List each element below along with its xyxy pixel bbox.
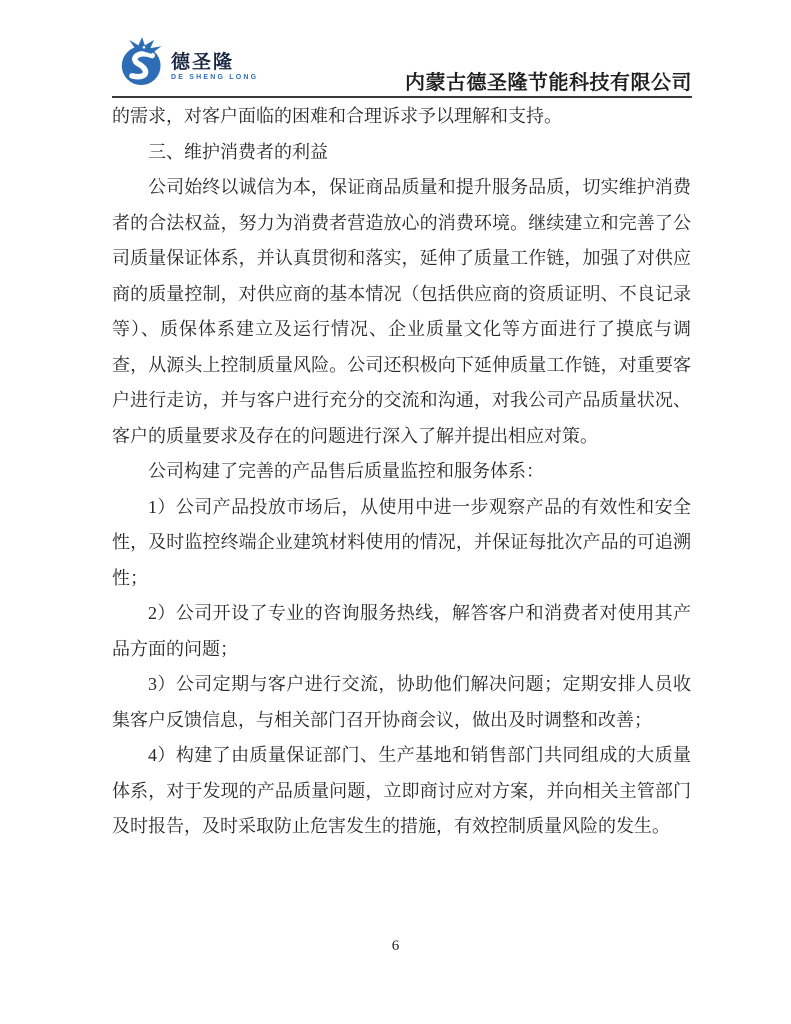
paragraph: 公司构建了完善的产品售后质量监控和服务体系：	[148, 461, 544, 481]
list-item-4: 4）构建了由质量保证部门、生产基地和销售部门共同组成的大质量体系，对于发现的产品质量问题，立即商讨应对方案，并向相关主管部门及时报告，及时采取防止危害发生的措施，有效控制质量风险的发生。	[112, 745, 691, 836]
page-number: 6	[391, 938, 400, 954]
list-item-2: 2）公司开设了专业的咨询服务热线，解答客户和消费者对使用其产品方面的问题；	[112, 603, 691, 659]
company-name: 内蒙古德圣隆节能科技有限公司	[405, 72, 692, 94]
section-heading: 三、维护消费者的利益	[148, 141, 328, 162]
logo-text	[171, 53, 258, 82]
dragon-logo-icon	[119, 36, 167, 88]
logo-chinese-name: 德圣隆	[171, 51, 235, 73]
list-item-3: 3）公司定期与客户进行交流，协助他们解决问题；定期安排人员收集客户反馈信息，与相关部门召开协商会议，做出及时调整和改善；	[112, 674, 691, 730]
paragraph: 公司始终以诚信为本，保证商品质量和提升服务品质，切实维护消费者的合法权益，努力为消费者营造放心的消费环境。继续建立和完善了公司质量保证体系，并认真贯彻和落实，延伸了质量工作链，加强了对供应商的质量控制，对供应商的基本情况（包括供应商的资质证明、不良记录等）、质保体系建立及运行情况、企业质量文化等方面进行了摸底与调查，从源头上控制质量风险。公司还积极向下延伸质量工作链，对重要客户进行走访，并与客户进行充分的交流和沟通，对我公司产品质量状况、客户的质量要求及存在的问题进行深入了解并提出相应对策。	[112, 177, 691, 446]
logo-english-name: DE SHENG LONG	[171, 73, 259, 81]
header-divider	[112, 96, 692, 98]
document-body	[112, 99, 691, 845]
page-footer	[0, 938, 791, 955]
list-item-1: 1）公司产品投放市场后，从使用中进一步观察产品的有效性和安全性，及时监控终端企业建筑材料使用的情况，并保证每批次产品的可追溯性；	[112, 496, 691, 588]
paragraph-continuation: 的需求，对客户面临的困难和合理诉求予以理解和支持。	[112, 106, 562, 126]
company-logo	[119, 36, 258, 88]
